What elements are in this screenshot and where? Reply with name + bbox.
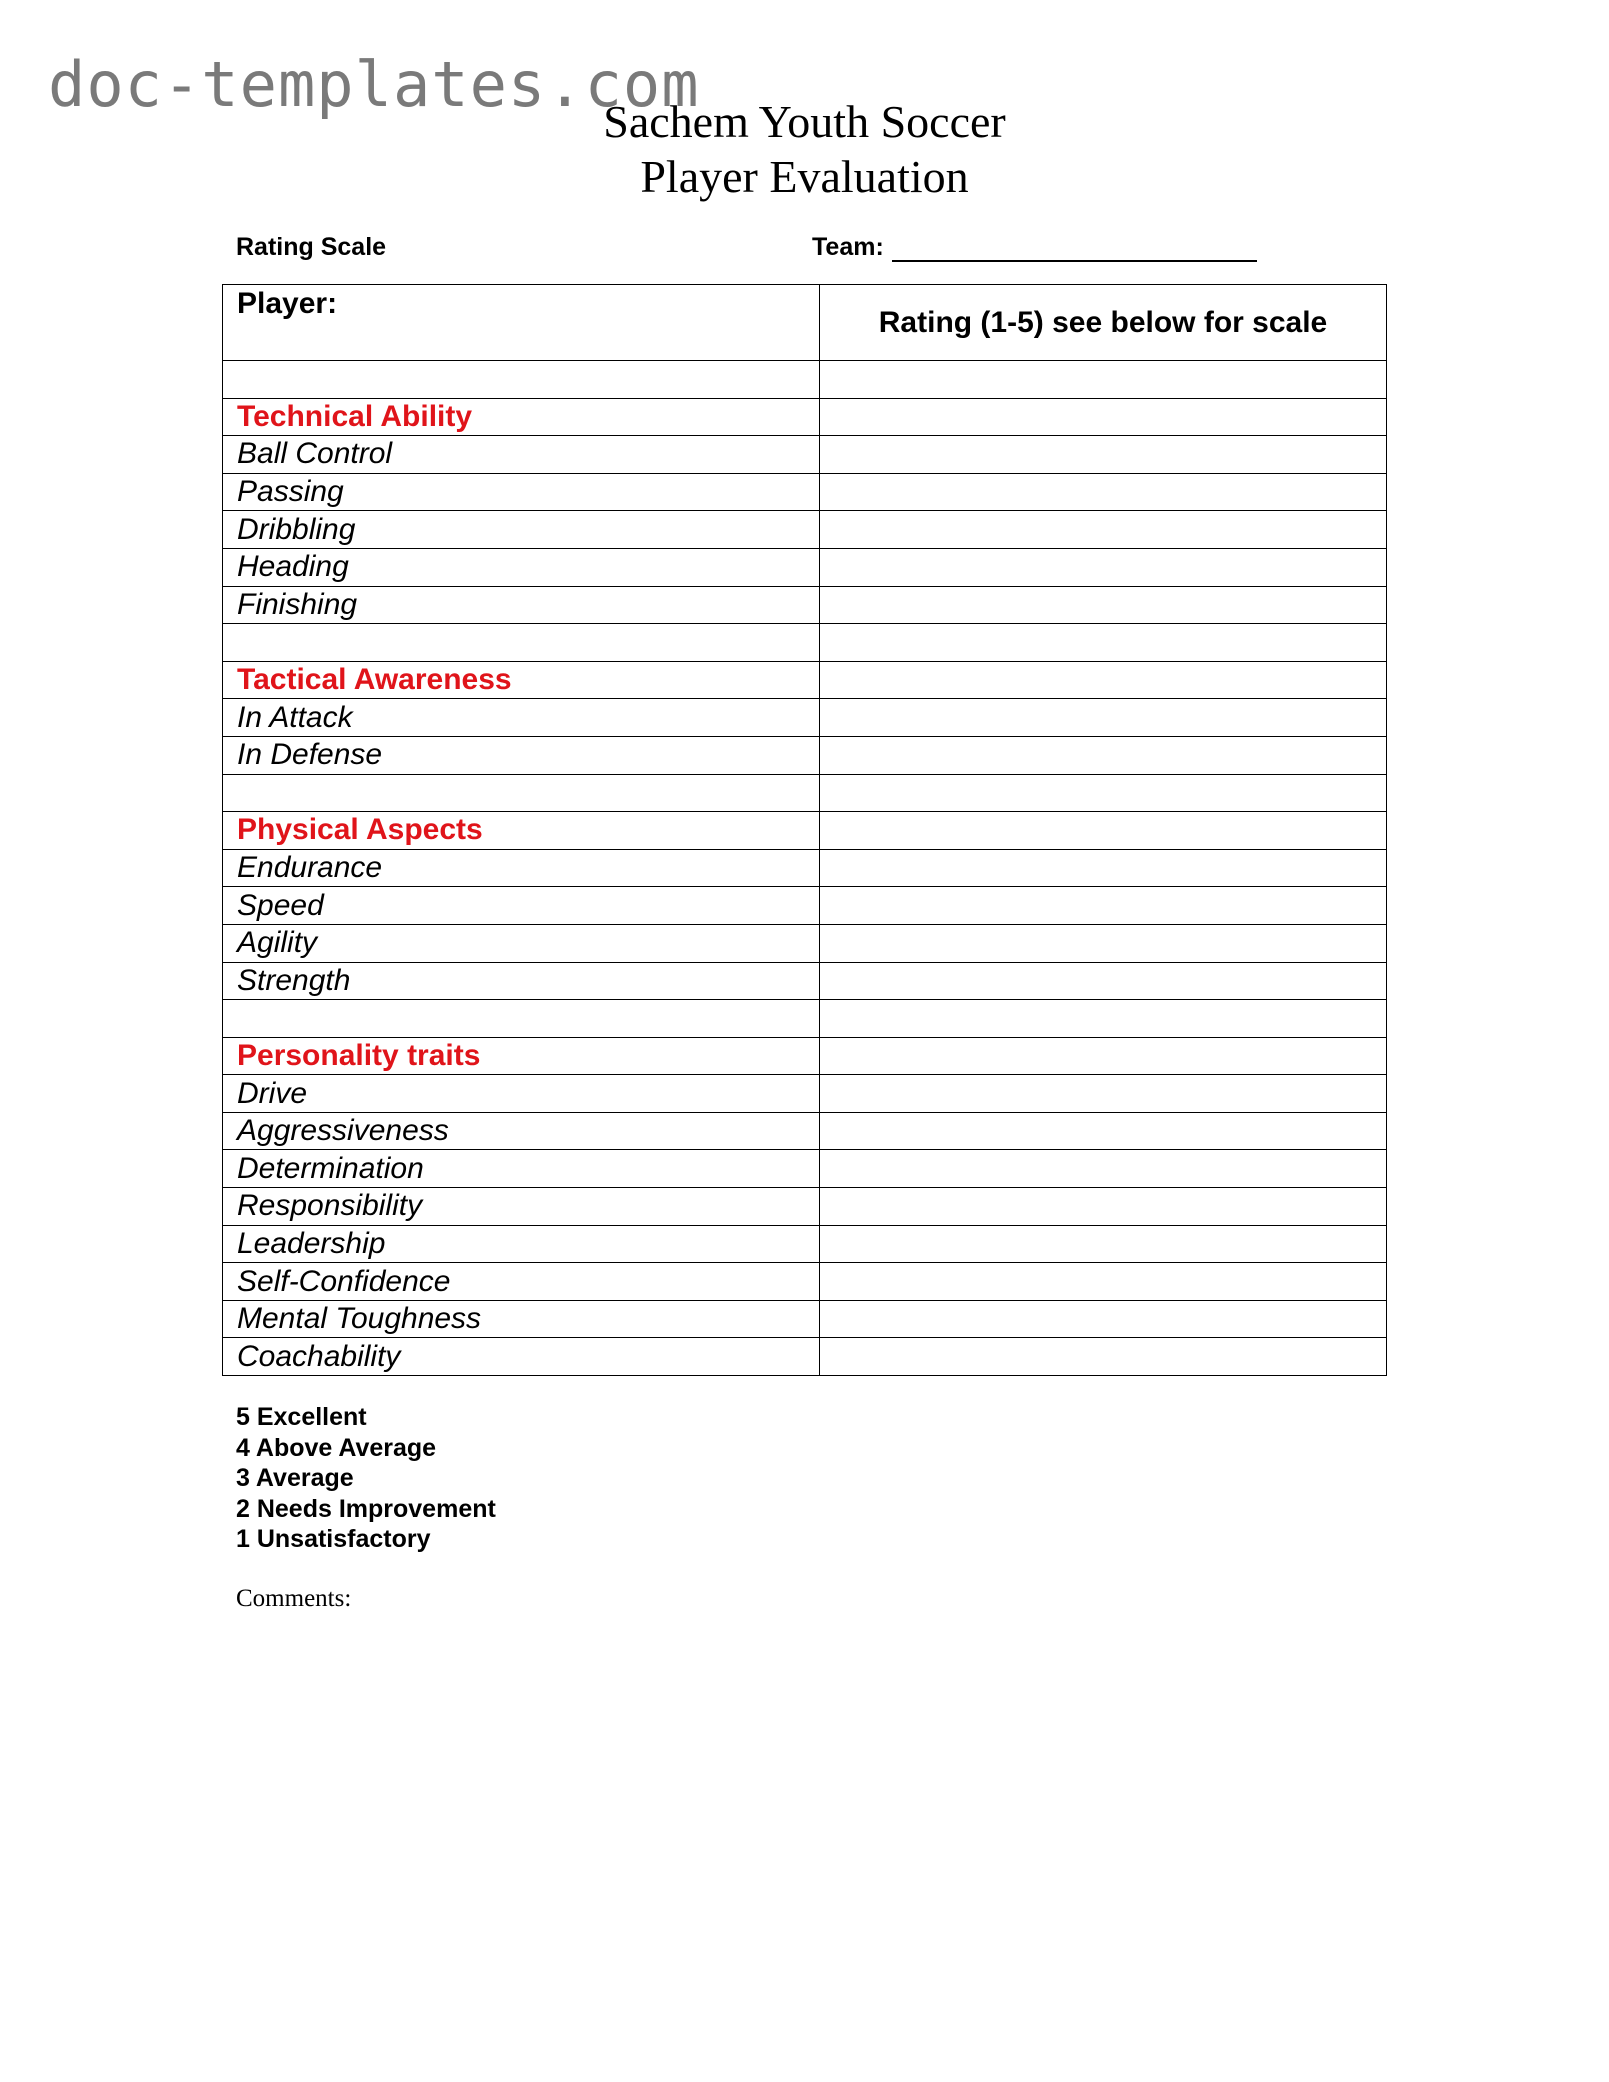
criterion-label: Endurance (223, 849, 820, 887)
table-row (223, 1037, 1387, 1075)
rating-cell[interactable] (820, 1188, 1387, 1226)
blank-cell[interactable] (223, 774, 820, 812)
scale-item: 3 Average (236, 1464, 354, 1492)
table-row (223, 699, 1387, 737)
rating-cell[interactable] (820, 1000, 1387, 1038)
table-row (223, 624, 1387, 662)
criterion-label: Responsibility (223, 1188, 820, 1226)
rating-cell[interactable] (820, 1263, 1387, 1301)
table-row (223, 1263, 1387, 1301)
criterion-label: Speed (223, 887, 820, 925)
scale-item: 5 Excellent (236, 1403, 367, 1431)
criterion-label: Passing (223, 473, 820, 511)
table-row (223, 361, 1387, 399)
table-row (223, 1075, 1387, 1113)
rating-cell[interactable] (820, 473, 1387, 511)
team-label: Team: (812, 233, 884, 261)
rating-cell[interactable] (820, 1225, 1387, 1263)
table-row (223, 1112, 1387, 1150)
criterion-label: Strength (223, 962, 820, 1000)
criterion-label: Leadership (223, 1225, 820, 1263)
table-row (223, 924, 1387, 962)
blank-cell[interactable] (223, 624, 820, 662)
table-row (223, 511, 1387, 549)
scale-item: 1 Unsatisfactory (236, 1525, 431, 1553)
section-heading: Physical Aspects (223, 812, 820, 850)
table-header-row (223, 285, 1387, 361)
rating-cell[interactable] (820, 1300, 1387, 1338)
rating-cell[interactable] (820, 361, 1387, 399)
table-row (223, 774, 1387, 812)
section-heading: Personality traits (223, 1037, 820, 1075)
rating-cell[interactable] (820, 586, 1387, 624)
criterion-label: Heading (223, 548, 820, 586)
page-subtitle: Player Evaluation (640, 151, 969, 202)
rating-cell[interactable] (820, 398, 1387, 436)
rating-cell[interactable] (820, 661, 1387, 699)
section-heading: Tactical Awareness (223, 661, 820, 699)
rating-cell[interactable] (820, 887, 1387, 925)
rating-cell[interactable] (820, 699, 1387, 737)
table-row (223, 1188, 1387, 1226)
rating-cell[interactable] (820, 1112, 1387, 1150)
criterion-label: Mental Toughness (223, 1300, 820, 1338)
criterion-label: Ball Control (223, 436, 820, 474)
section-heading: Technical Ability (223, 398, 820, 436)
rating-cell[interactable] (820, 774, 1387, 812)
evaluation-table (222, 284, 1387, 1376)
rating-cell[interactable] (820, 736, 1387, 774)
rating-scale-legend (236, 1402, 496, 1555)
watermark: doc-templates.com (48, 48, 700, 121)
table-row (223, 1000, 1387, 1038)
team-input-line[interactable] (892, 236, 1257, 262)
table-row (223, 812, 1387, 850)
player-label[interactable]: Player: (223, 285, 820, 361)
criterion-label: In Attack (223, 699, 820, 737)
table-row (223, 736, 1387, 774)
criterion-label: Finishing (223, 586, 820, 624)
criterion-label: In Defense (223, 736, 820, 774)
table-row (223, 1300, 1387, 1338)
table-row (223, 887, 1387, 925)
table-row (223, 962, 1387, 1000)
rating-header: Rating (1-5) see below for scale (820, 285, 1387, 361)
criterion-label: Self-Confidence (223, 1263, 820, 1301)
rating-cell[interactable] (820, 511, 1387, 549)
scale-item: 2 Needs Improvement (236, 1494, 496, 1523)
rating-cell[interactable] (820, 1338, 1387, 1376)
rating-cell[interactable] (820, 924, 1387, 962)
table-row (223, 1225, 1387, 1263)
rating-cell[interactable] (820, 1150, 1387, 1188)
criterion-label: Coachability (223, 1338, 820, 1376)
blank-cell[interactable] (223, 1000, 820, 1038)
table-row (223, 849, 1387, 887)
table-row (223, 661, 1387, 699)
rating-cell[interactable] (820, 1037, 1387, 1075)
rating-cell[interactable] (820, 849, 1387, 887)
scale-item: 4 Above Average (236, 1433, 437, 1462)
comments-label: Comments: (236, 1585, 352, 1612)
rating-cell[interactable] (820, 436, 1387, 474)
table-row (223, 1150, 1387, 1188)
rating-cell[interactable] (820, 1075, 1387, 1113)
criterion-label: Dribbling (223, 511, 820, 549)
table-row (223, 436, 1387, 474)
criterion-label: Drive (223, 1075, 820, 1113)
team-field (812, 233, 1257, 262)
table-row (223, 398, 1387, 436)
table-row (223, 473, 1387, 511)
table-row (223, 1338, 1387, 1376)
rating-cell[interactable] (820, 812, 1387, 850)
criterion-label: Aggressiveness (223, 1112, 820, 1150)
rating-cell[interactable] (820, 962, 1387, 1000)
page-title: Sachem Youth Soccer (603, 96, 1006, 147)
rating-cell[interactable] (820, 624, 1387, 662)
table-row (223, 548, 1387, 586)
table-row (223, 586, 1387, 624)
criterion-label: Determination (223, 1150, 820, 1188)
rating-scale-label: Rating Scale (236, 233, 387, 261)
blank-cell[interactable] (223, 361, 820, 399)
criterion-label: Agility (223, 924, 820, 962)
rating-cell[interactable] (820, 548, 1387, 586)
